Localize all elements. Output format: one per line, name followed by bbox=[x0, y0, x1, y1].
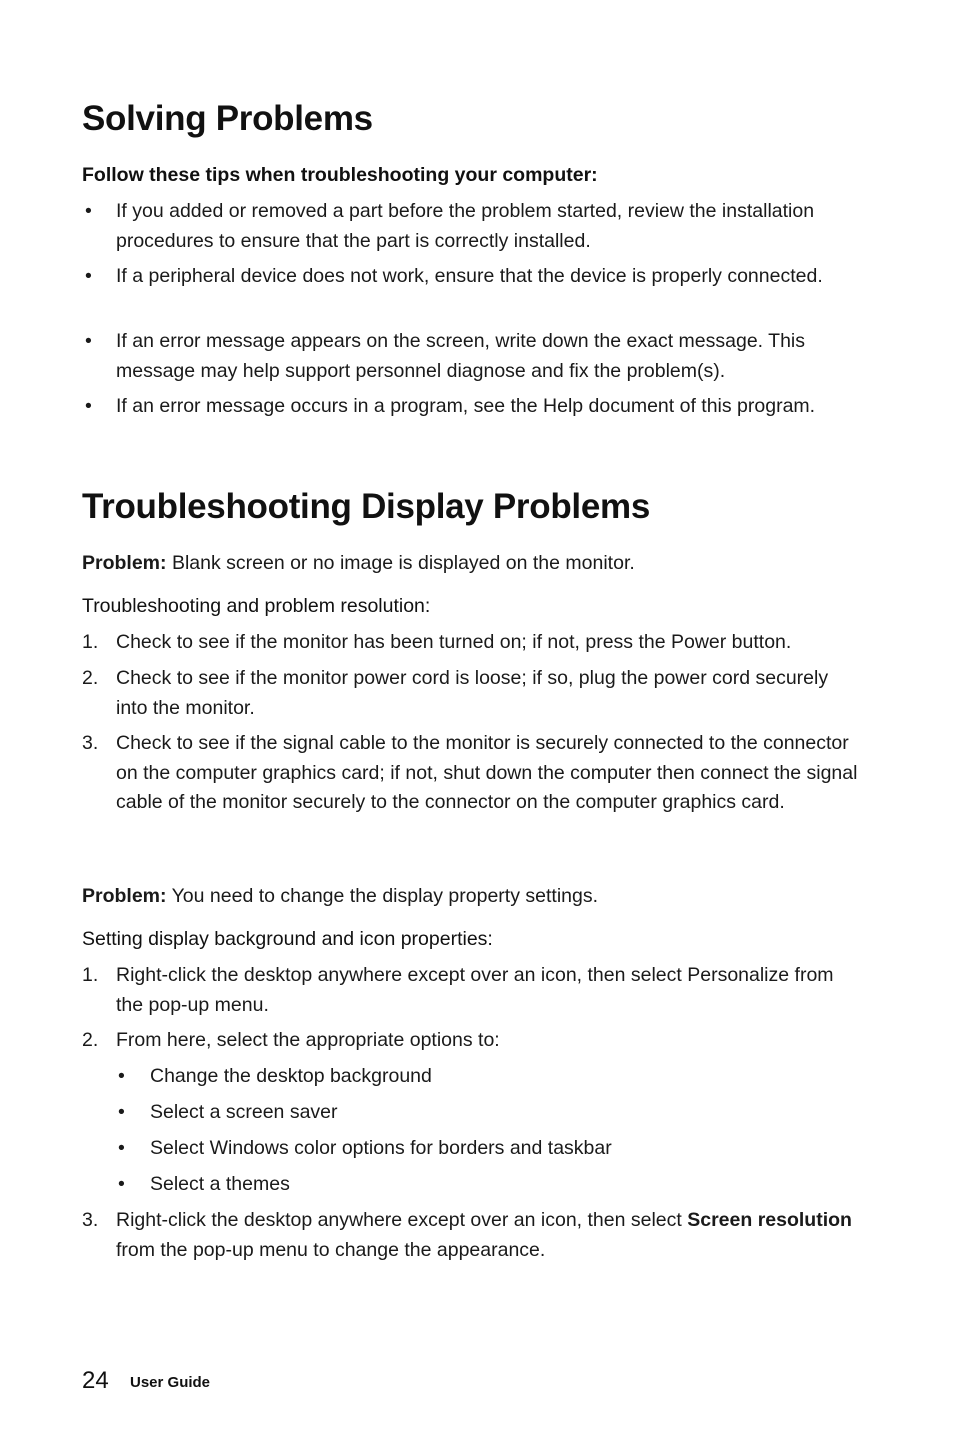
document-page bbox=[82, 0, 872, 1452]
sub-list-item-text: Change the desktop background bbox=[150, 1065, 432, 1087]
section-intro: Follow these tips when troubleshooting your computer: bbox=[82, 164, 598, 186]
step-number: 3. bbox=[82, 1209, 99, 1231]
bullet-icon: • bbox=[118, 1173, 125, 1195]
list-item-text: If an error message occurs in a program, see the Help document of this program. bbox=[116, 395, 816, 417]
settings-heading: Setting display background and icon properties: bbox=[82, 928, 493, 950]
step-number: 2. bbox=[82, 667, 99, 689]
step-text-post: from the pop-up menu to change the appearance. bbox=[116, 1238, 546, 1261]
step-number: 1. bbox=[82, 631, 99, 653]
step-number: 3. bbox=[82, 732, 99, 754]
sub-list-item-text: Select a themes bbox=[150, 1173, 290, 1195]
step-number: 2. bbox=[82, 1029, 99, 1051]
bullet-icon: • bbox=[85, 200, 92, 222]
list-item-text: If you added or removed a part before the problem started, review the installation procedures to ensure that the part is correctly installed. bbox=[116, 200, 815, 252]
step-text-bold: Screen resolution bbox=[687, 1209, 852, 1231]
step-text-pre: Right-click the desktop anywhere except over an icon, then select bbox=[116, 1209, 688, 1231]
step-text: From here, select the appropriate options to: bbox=[116, 1029, 500, 1051]
list-item-text: If an error message appears on the screen, write down the exact message. This message may help support personnel diagnose and fix the problem(s). bbox=[116, 330, 805, 382]
problem-statement bbox=[82, 552, 635, 575]
step-number: 1. bbox=[82, 964, 99, 986]
problem-statement bbox=[82, 885, 598, 908]
bullet-icon: • bbox=[118, 1137, 125, 1159]
problem-text: You need to change the display property settings. bbox=[171, 885, 599, 907]
bullet-icon: • bbox=[85, 265, 92, 287]
footer-label: User Guide bbox=[130, 1374, 211, 1391]
step-text: Check to see if the monitor power cord is loose; if so, plug the power cord securely into the monitor. bbox=[116, 667, 829, 719]
bullet-icon: • bbox=[85, 330, 92, 352]
bullet-icon: • bbox=[85, 395, 92, 417]
list-item-text: If a peripheral device does not work, ensure that the device is properly connected. bbox=[116, 265, 823, 287]
step-text: Check to see if the signal cable to the monitor is securely connected to the connector on the computer graphics card; if not, shut down the computer then connect the signal cable of the monitor securely to the connector on the computer graphics card. bbox=[116, 732, 858, 813]
sub-list-item-text: Select a screen saver bbox=[150, 1101, 338, 1123]
sub-list-item-text: Select Windows color options for borders and taskbar bbox=[150, 1137, 612, 1159]
bullet-icon: • bbox=[118, 1101, 125, 1123]
step-text bbox=[116, 1206, 861, 1265]
problem-text: Blank screen or no image is displayed on the monitor. bbox=[171, 552, 635, 574]
page-number: 24 bbox=[82, 1367, 109, 1394]
bullet-icon: • bbox=[118, 1065, 125, 1087]
section-title-display-problems: Troubleshooting Display Problems bbox=[82, 487, 650, 526]
problem-label: Problem: bbox=[82, 885, 167, 907]
problem-label: Problem: bbox=[82, 552, 167, 574]
resolution-heading: Troubleshooting and problem resolution: bbox=[82, 595, 431, 617]
step-text: Right-click the desktop anywhere except over an icon, then select Personalize from the pop-up menu. bbox=[116, 964, 834, 1016]
step-text: Check to see if the monitor has been turned on; if not, press the Power button. bbox=[116, 631, 792, 653]
section-title-solving-problems: Solving Problems bbox=[82, 99, 373, 138]
